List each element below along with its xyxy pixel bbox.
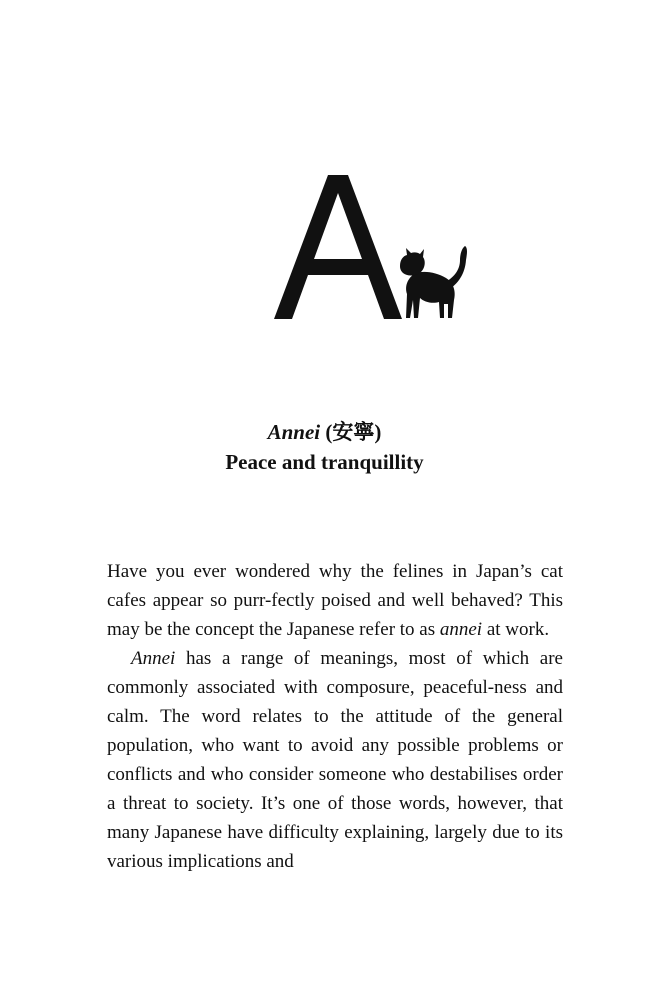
body-text [107,557,563,876]
italic-term: annei [439,619,483,640]
entry-kanji: (安寧) [325,420,382,444]
paragraph-1: Have you ever wondered why the felines in Japan’s cat cafes appear so purr-fectly poised and well behaved? This may be the concept the Japanese refer to as annei at work. [107,561,563,640]
italic-term: Annei [131,648,176,669]
entry-subtitle: Peace and tranquillity [225,450,424,474]
entry-term: Annei [267,420,321,444]
entry-heading [0,417,649,477]
paragraph-2: Annei has a range of meanings, most of which are commonly associated with composure, peaceful-ness and calm. The word relates to the attitude of the general population, who want to avoid any possible problems or conflicts and who consider someone who destabilises order a threat to society. It’s one of those words, however, that many Japanese have difficulty explaining, largely due to its various implications and [107,648,563,872]
cat-silhouette-icon [398,244,470,320]
chapter-letter [268,163,408,323]
